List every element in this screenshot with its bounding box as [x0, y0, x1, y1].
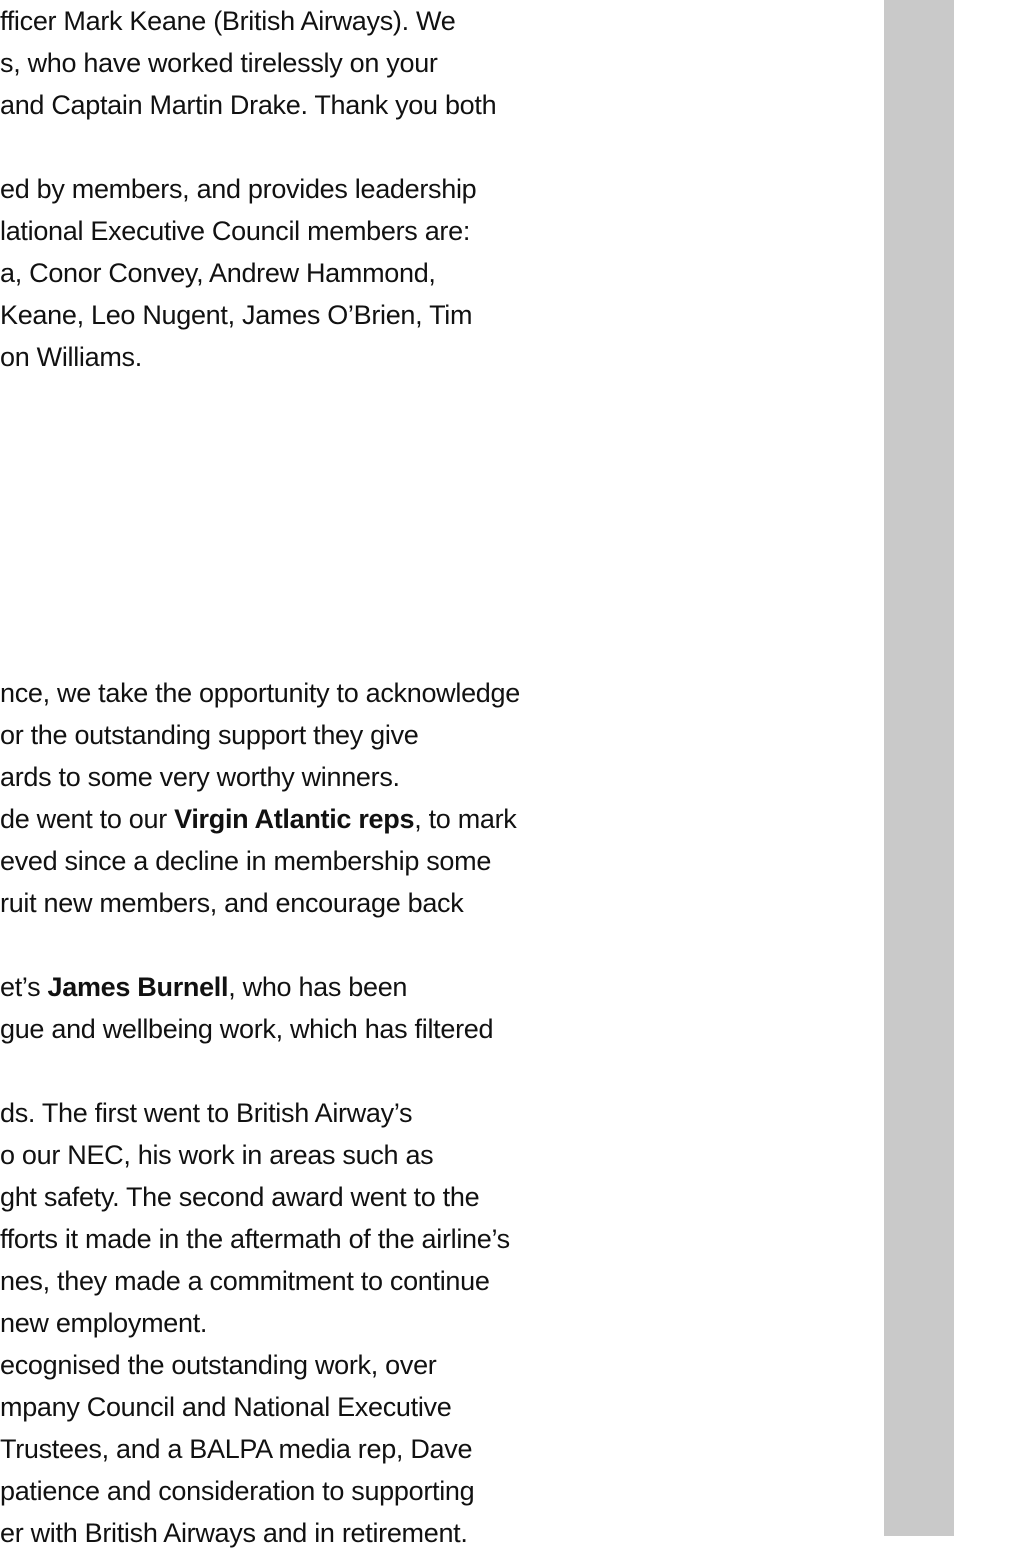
- text-span: , who has been: [228, 972, 408, 1002]
- text-line: Trustees, and a BALPA media rep, Dave: [0, 1434, 473, 1464]
- text-line: a, Conor Convey, Andrew Hammond,: [0, 258, 436, 288]
- text-line: or the outstanding support they give: [0, 720, 419, 750]
- text-line: o our NEC, his work in areas such as: [0, 1140, 434, 1170]
- text-span: de went to our: [0, 804, 175, 834]
- text-line: patience and consideration to supporting: [0, 1476, 475, 1506]
- text-line: s, who have worked tirelessly on your: [0, 48, 438, 78]
- text-line: ed by members, and provides leadership: [0, 174, 477, 204]
- text-line: er with British Airways and in retirement.: [0, 1518, 468, 1548]
- text-line: Keane, Leo Nugent, James O’Brien, Tim: [0, 300, 473, 330]
- text-line: ds. The first went to British Airway’s: [0, 1098, 413, 1128]
- text-line: and Captain Martin Drake. Thank you both: [0, 90, 497, 120]
- text-line: nes, they made a commitment to continue: [0, 1266, 490, 1296]
- right-margin: [954, 0, 1024, 1536]
- text-line: nce, we take the opportunity to acknowledge: [0, 678, 520, 708]
- text-line: on Williams.: [0, 342, 142, 372]
- text-line: new employment.: [0, 1308, 208, 1338]
- text-line: ght safety. The second award went to the: [0, 1182, 480, 1212]
- text-span: , to mark: [414, 804, 517, 834]
- text-span: et’s: [0, 972, 48, 1002]
- text-line: lational Executive Council members are:: [0, 216, 471, 246]
- text-line: fforts it made in the aftermath of the airline’s: [0, 1224, 510, 1254]
- text-line: gue and wellbeing work, which has filtered: [0, 1014, 494, 1044]
- text-line: ruit new members, and encourage back: [0, 888, 464, 918]
- bold-name-james-burnell: James Burnell: [47, 972, 229, 1002]
- text-line: [0, 798, 517, 840]
- text-line: [0, 966, 407, 1008]
- text-line: ards to some very worthy winners.: [0, 762, 400, 792]
- text-line: fficer Mark Keane (British Airways). We: [0, 6, 456, 36]
- bold-name-virgin-atlantic-reps: Virgin Atlantic reps: [174, 804, 415, 834]
- text-line: mpany Council and National Executive: [0, 1392, 452, 1422]
- text-line: eved since a decline in membership some: [0, 846, 492, 876]
- text-line: ecognised the outstanding work, over: [0, 1350, 437, 1380]
- page-gutter-divider: [884, 0, 954, 1536]
